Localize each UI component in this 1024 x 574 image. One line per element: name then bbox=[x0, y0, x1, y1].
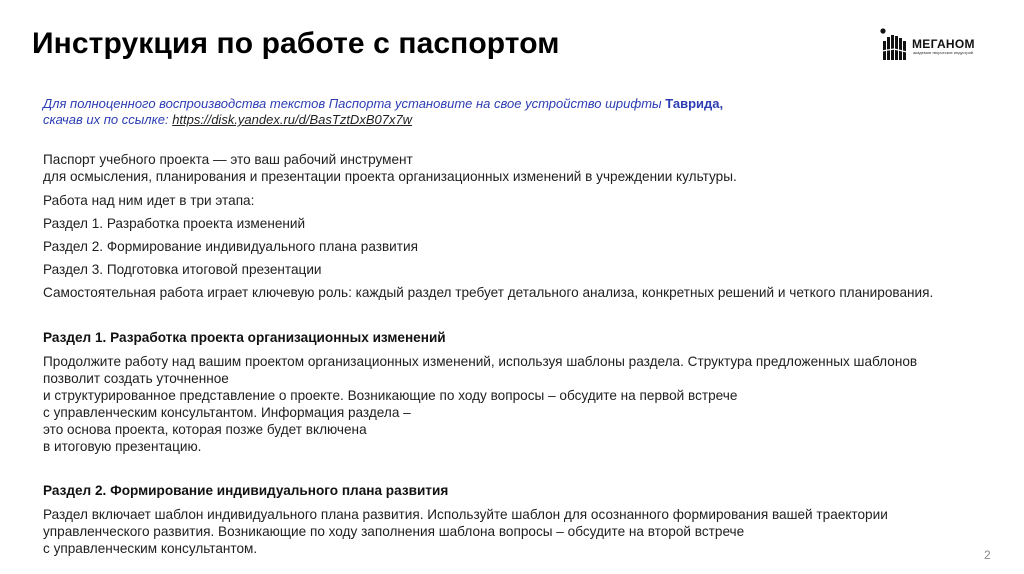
section-line: и структурированное представление о проекте. Возникающие по ходу вопросы – обсудите на первой встрече bbox=[43, 388, 738, 403]
section-line: это основа проекта, которая позже будет включена bbox=[43, 422, 367, 437]
section-2-body bbox=[43, 506, 888, 557]
section-line: с управленческим консультантом. Информация раздела – bbox=[43, 405, 411, 420]
building-bars-icon bbox=[880, 28, 910, 61]
intro-text: Для полноценного воспроизводства текстов Паспорта установите на свое устройство шрифты bbox=[43, 96, 666, 111]
section-2-heading: Раздел 2. Формирование индивидуального плана развития bbox=[43, 483, 449, 498]
stage-item: Раздел 1. Разработка проекта изменений bbox=[43, 216, 306, 231]
overview-line: Паспорт учебного проекта — это ваш рабочий инструмент bbox=[43, 152, 413, 167]
overview-closing: Самостоятельная работа играет ключевую роль: каждый раздел требует детального анализа, конкретных решений и четкого планирования. bbox=[43, 285, 934, 300]
logo-name: МЕГАНОМ bbox=[912, 37, 975, 51]
overview-intro bbox=[43, 151, 737, 185]
section-line: Продолжите работу над вашим проектом организационных изменений, используя шаблоны раздела. Структура предложенных шаблонов bbox=[43, 354, 918, 369]
intro-comma: , bbox=[719, 96, 724, 111]
logo-subtitle: академия творческих индустрий bbox=[913, 50, 974, 55]
intro-line-1 bbox=[43, 96, 723, 112]
section-line: с управленческим консультантом. bbox=[43, 541, 258, 556]
font-install-note bbox=[43, 96, 723, 128]
stage-item: Раздел 3. Подготовка итоговой презентации bbox=[43, 262, 322, 277]
intro-text-2: скачав их по ссылке: bbox=[43, 112, 173, 127]
page-number: 2 bbox=[984, 548, 991, 562]
section-line: в итоговую презентацию. bbox=[43, 439, 202, 454]
stage-item: Раздел 2. Формирование индивидуального плана развития bbox=[43, 239, 418, 254]
overview-line: для осмысления, планирования и презентации проекта организационных изменений в учреждении культуры. bbox=[43, 169, 737, 184]
section-line: позволит создать уточненное bbox=[43, 371, 229, 386]
meganom-logo bbox=[880, 28, 980, 62]
section-1-heading: Раздел 1. Разработка проекта организационных изменений bbox=[43, 330, 446, 345]
stages-intro: Работа над ним идет в три этапа: bbox=[43, 193, 255, 208]
font-name: Таврида bbox=[665, 96, 720, 111]
page-title: Инструкция по работе с паспортом bbox=[32, 27, 560, 60]
intro-line-2 bbox=[43, 112, 723, 128]
section-line: Раздел включает шаблон индивидуального плана развития. Используйте шаблон для осознанного формирования вашей траектории bbox=[43, 507, 888, 522]
section-1-body bbox=[43, 353, 917, 455]
font-download-link[interactable]: https://disk.yandex.ru/d/BasTztDxB07x7w bbox=[172, 112, 413, 127]
section-line: управленческого развития. Возникающие по ходу заполнения шаблона вопросы – обсудите на второй встрече bbox=[43, 524, 745, 539]
